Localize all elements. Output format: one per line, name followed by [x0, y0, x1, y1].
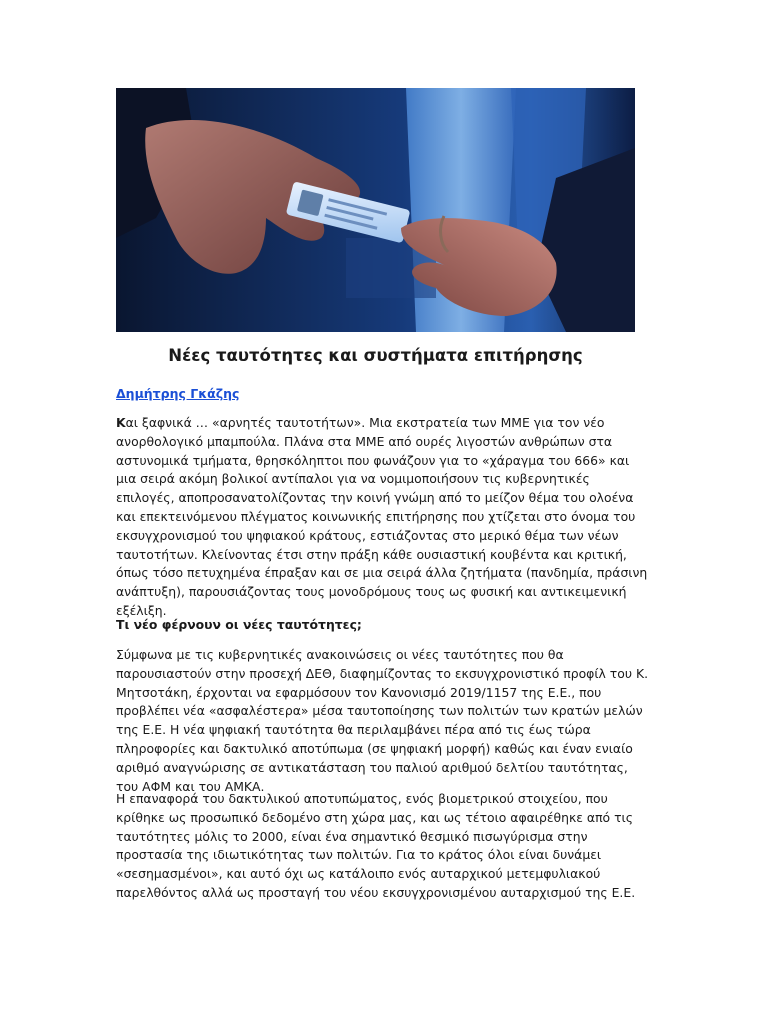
paragraph-2: Σύμφωνα με τις κυβερνητικές ανακοινώσεις οι νέες ταυτότητες που θα παρουσιαστούν στην προσεχή ΔΕΘ, διαφημίζοντας το εκσυγχρονιστικό προφίλ του Κ. Μητσοτάκη, έρχονται να εφαρμόσουν τον Κανονισμό 2019/1157 της Ε.Ε., που προβλέπει νέα «ασφαλέστερα» μέσα ταυτοποίησης των πολιτών των κρατών μελών της Ε.Ε. Η νέα ψηφιακή ταυτότητα θα περιλαμβάνει πέρα από τις έως τώρα πληροφορίες και δακτυλικό αποτύπωμα (σε ψηφιακή μορφή) καθώς και έναν ενιαίο αριθμό αναγνώρισης σε αντικατάσταση του παλιού αριθμού δελτίου ταυτότητας, του ΑΦΜ και του ΑΜΚΑ. — [116, 647, 649, 794]
paragraph-3: Η επαναφορά του δακτυλικού αποτυπώματος, ενός βιομετρικού στοιχείου, που κρίθηκε ως προσωπικό δεδομένο στη χώρα μας, και ως τέτοιο αφαιρέθηκε από τις ταυτότητες μόλις το 2000, είναι ένα σημαντικό θεσμικό πισωγύρισμα στην προστασία της ιδιωτικότητας των πολιτών. Για το κράτος όλοι είναι δυνάμει «σεσημασμένοι», και αυτό όχι ως κατάλοιπο ενός αυταρχικού μετεμφυλιακού παρελθόντος αλλά ως προσταγή του νέου εκσυγχρονισμένου αυταρχισμού της Ε.Ε. — [116, 791, 636, 900]
lead-letter: Κ — [116, 415, 126, 430]
paragraph-1-text: αι ξαφνικά … «αρνητές ταυτοτήτων». Μια εκστρατεία των ΜΜΕ για τον νέο ανορθολογικό μπαμπούλα. Πλάνα στα ΜΜΕ από ουρές λιγοστών ανθρώπων στα αστυνομικά τμήματα, θρησκόληπτοι που φωνάζουν για το «χάραγμα του 666» και μια σειρά ακόμη βολικοί αντίπαλοι για να νομιμοποιήσουν τις κυβερνητικές επιλογές, αποπροσανατολίζοντας την κοινή γνώμη από το μείζον θέμα του ολοένα και επεκτεινόμενου πλέγματος κοινωνικής επιτήρησης που χτίζεται στο όνομα του εκσυγχρονισμού του ψηφιακού κράτους, εστιάζοντας στο μερικό θέμα των νέων ταυτοτήτων. Κλείνοντας έτσι στην πράξη κάθε ουσιαστική κουβέντα και κριτική, όπως τόσο πετυχημένα έπραξαν και σε μια σειρά άλλα ζητήματα (πανδημία, πράσινη ανάπτυξη), παρουσιάζοντας τους μονοδρόμους τους ως φυσική και αντικειμενική εξέλιξη. — [116, 415, 648, 618]
author-link[interactable]: Δημήτρης Γκάζης — [116, 386, 240, 401]
hands-exchanging-id-card-illustration — [116, 88, 635, 332]
hero-photo — [116, 88, 635, 332]
article-title: Νέες ταυτότητες και συστήματα επιτήρησης — [168, 346, 583, 365]
section-subheading: Τι νέο φέρνουν οι νέες ταυτότητες; — [116, 617, 362, 632]
paragraph-1 — [116, 414, 652, 621]
